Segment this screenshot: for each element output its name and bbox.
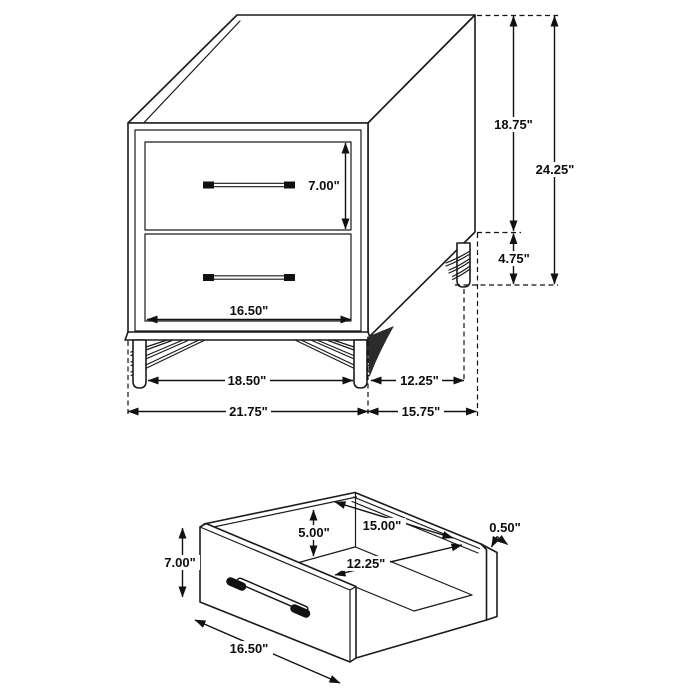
front-right-leg (354, 340, 367, 388)
drawer-wall-end-edge (481, 544, 497, 620)
drawer-figure (160, 493, 521, 684)
nightstand-figure (125, 15, 578, 419)
dim-label-interior-width: 15.00" (362, 518, 402, 533)
drawer-wall-bottom-edge (356, 620, 487, 658)
dim-label-interior-height: 5.00" (298, 525, 330, 540)
dim-label-drawer-height: 7.00" (308, 178, 340, 193)
front-left-leg (133, 340, 146, 388)
dim-arrow-thickness-right (497, 537, 508, 545)
dim-label-total-height: 24.25" (535, 162, 575, 177)
dim-label-side-leg-span: 12.25" (400, 373, 439, 388)
dim-label-overall-width: 21.75" (229, 404, 268, 419)
dim-label-leg-height: 4.75" (498, 251, 530, 266)
dim-label-front-height: 7.00" (164, 555, 196, 570)
drawer-left-wall-edge (204, 493, 355, 525)
dim-label-front-width: 16.50" (229, 641, 269, 656)
drawer-front-panel (200, 524, 356, 663)
dim-label-upper-height: 18.75" (494, 117, 533, 132)
nightstand-cabinet (125, 15, 475, 340)
dim-label-drawer-width: 16.50" (229, 303, 269, 318)
dim-label-side-thickness: 0.50" (489, 520, 521, 535)
cabinet-base-molding (125, 332, 371, 340)
dim-label-interior-depth: 12.25" (346, 556, 386, 571)
dim-arrow-thickness-left (492, 537, 498, 548)
dim-label-front-leg-span: 18.50" (227, 373, 267, 388)
dim-label-overall-depth: 15.75" (401, 404, 441, 419)
